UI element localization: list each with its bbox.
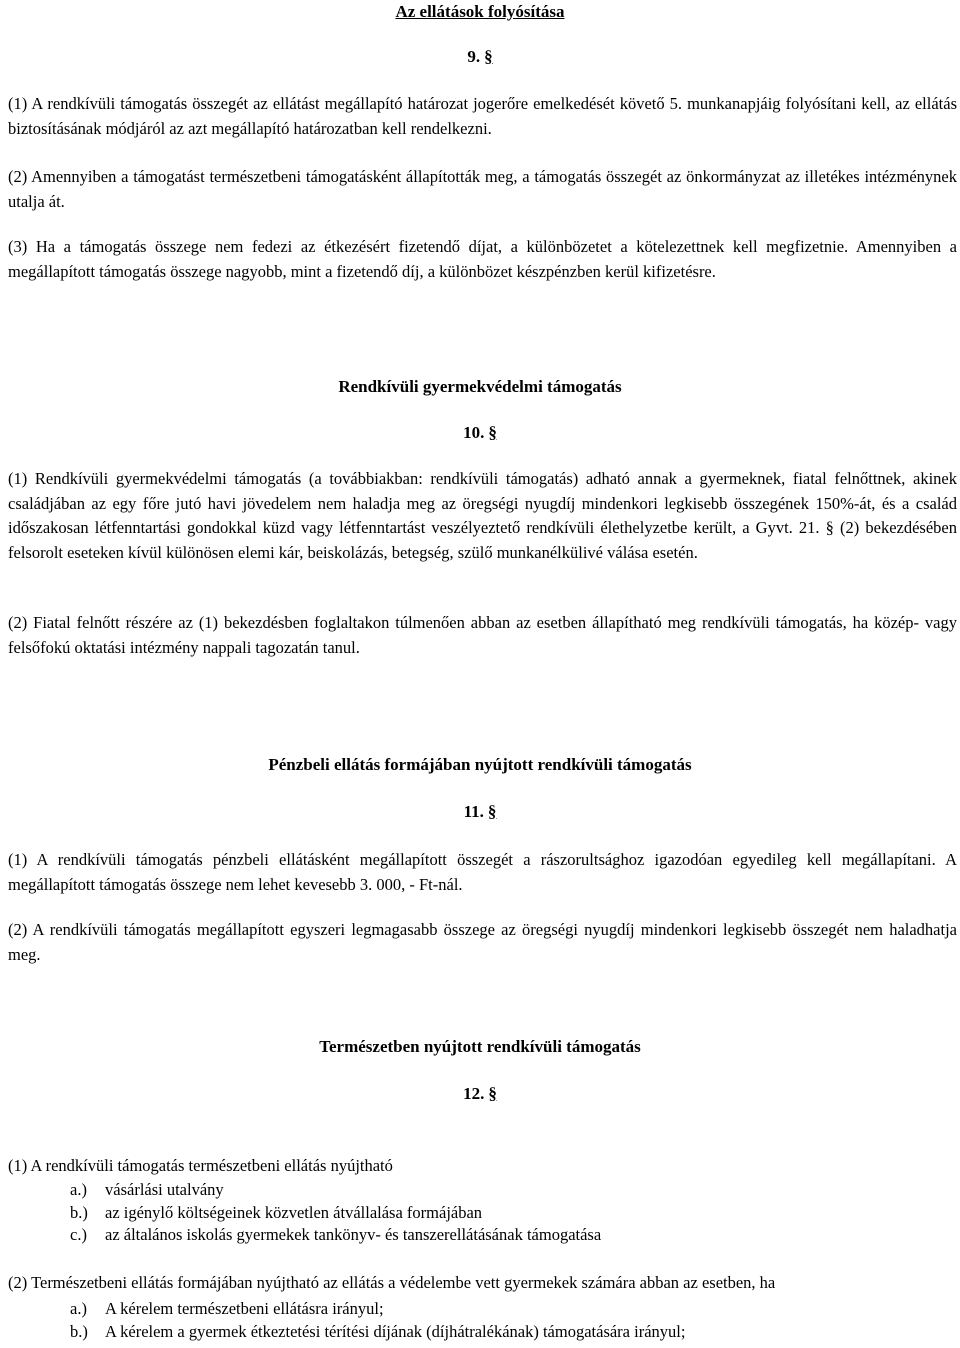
heading-penzbeli-ellatas: Pénzbeli ellátás formájában nyújtott rendkívüli támogatás <box>268 755 692 774</box>
section-9-title <box>0 47 960 67</box>
paragraph-9-1: (1) A rendkívüli támogatás összegét az ellátást megállapító határozat jogerőre emelkedését követő 5. munkanapjáig folyósítani kell, az ellátás biztosításának módjáról az azt megállapító határozatban kell rendelkezni. <box>8 94 957 138</box>
section-11-title <box>0 802 960 822</box>
paragraph-sign: § <box>488 1084 497 1103</box>
list-item: a.) A kérelem természetbeni ellátásra irányul; <box>70 1299 384 1318</box>
heading-az-ellatasok-folyositasa: Az ellátások folyósítása <box>395 2 565 21</box>
list-item: a.) vásárlási utalvány <box>70 1180 224 1199</box>
list-12-1 <box>70 1179 601 1247</box>
section-number: 12. <box>463 1084 485 1103</box>
paragraph-sign: § <box>484 47 493 66</box>
list-item: b.) A kérelem a gyermek étkeztetési térítési díjának (díjhátralékának) támogatására irányul; <box>70 1321 686 1341</box>
paragraph-10-1: (1) Rendkívüli gyermekvédelmi támogatás (a továbbiakban: rendkívüli támogatás) adható annak a gyermeknek, fiatal felnőttnek, akinek családjában az egy főre jutó havi jövedelem nem haladja meg az öregségi nyugdíj mindenkori legkisebb összegének 150%-át, és a család időszakosan létfenntartási gondokkal küzd vagy létfenntartást veszélyeztető rendkívüli élethelyzetbe került, a Gyvt. 21. § (2) bekezdésében felsorolt eseteken kívül különösen elemi kár, beiskolázás, betegség, szülő munkanélkülivé válása esetén. <box>8 469 957 562</box>
paragraph-sign: § <box>488 423 497 442</box>
paragraph-9-2: (2) Amennyiben a támogatást természetbeni támogatásként állapították meg, a támogatás összegét az önkormányzat az illetékes intézménynek utalja át. <box>8 167 957 211</box>
heading-rendkivuli-gyermekvedelmi-tamogatas: Rendkívüli gyermekvédelmi támogatás <box>338 377 622 396</box>
section-number: 9. <box>467 47 481 66</box>
section-number: 10. <box>463 423 485 442</box>
section-10-title <box>0 423 960 443</box>
list-item: c.) az általános iskolás gyermekek tankönyv- és tanszerellátásának támogatása <box>70 1225 602 1244</box>
paragraph-10-2: (2) Fiatal felnőtt részére az (1) bekezdésben foglaltakon túlmenően abban az esetben állapítható meg rendkívüli támogatás, ha közép- vagy felsőfokú oktatási intézmény nappali tagozatán tanul. <box>8 613 957 657</box>
paragraph-sign: § <box>487 802 497 821</box>
paragraph-11-1: (1) A rendkívüli támogatás pénzbeli ellátásként megállapított összegét a rászorultsághoz igazodóan egyedileg kell megállapítani. A megállapított támogatás összege nem lehet kevesebb 3. 000, - Ft-nál. <box>8 850 957 894</box>
paragraph-12-2: (2) Természetbeni ellátás formájában nyújtható az ellátás a védelembe vett gyermekek számára abban az esetben, ha <box>8 1273 776 1292</box>
section-number: 11. <box>463 802 484 821</box>
heading-termeszetben-nyujtott: Természetben nyújtott rendkívüli támogatás <box>319 1037 641 1056</box>
paragraph-9-3: (3) Ha a támogatás összege nem fedezi az étkezésért fizetendő díjat, a különbözetet a kötelezettnek kell megfizetnie. Amennyiben a megállapított támogatás összege nagyobb, mint a fizetendő díj, a különbözet készpénzben kerül kifizetésre. <box>8 237 957 281</box>
section-12-title <box>0 1084 960 1104</box>
paragraph-12-1: (1) A rendkívüli támogatás természetbeni ellátás nyújtható <box>8 1156 393 1175</box>
list-12-2 <box>70 1298 685 1343</box>
paragraph-11-2: (2) A rendkívüli támogatás megállapított egyszeri legmagasabb összege az öregségi nyugdíj mindenkori legkisebb összegét nem haladhatja meg. <box>8 920 957 964</box>
list-item: b.) az igénylő költségeinek közvetlen átvállalása formájában <box>70 1202 483 1222</box>
